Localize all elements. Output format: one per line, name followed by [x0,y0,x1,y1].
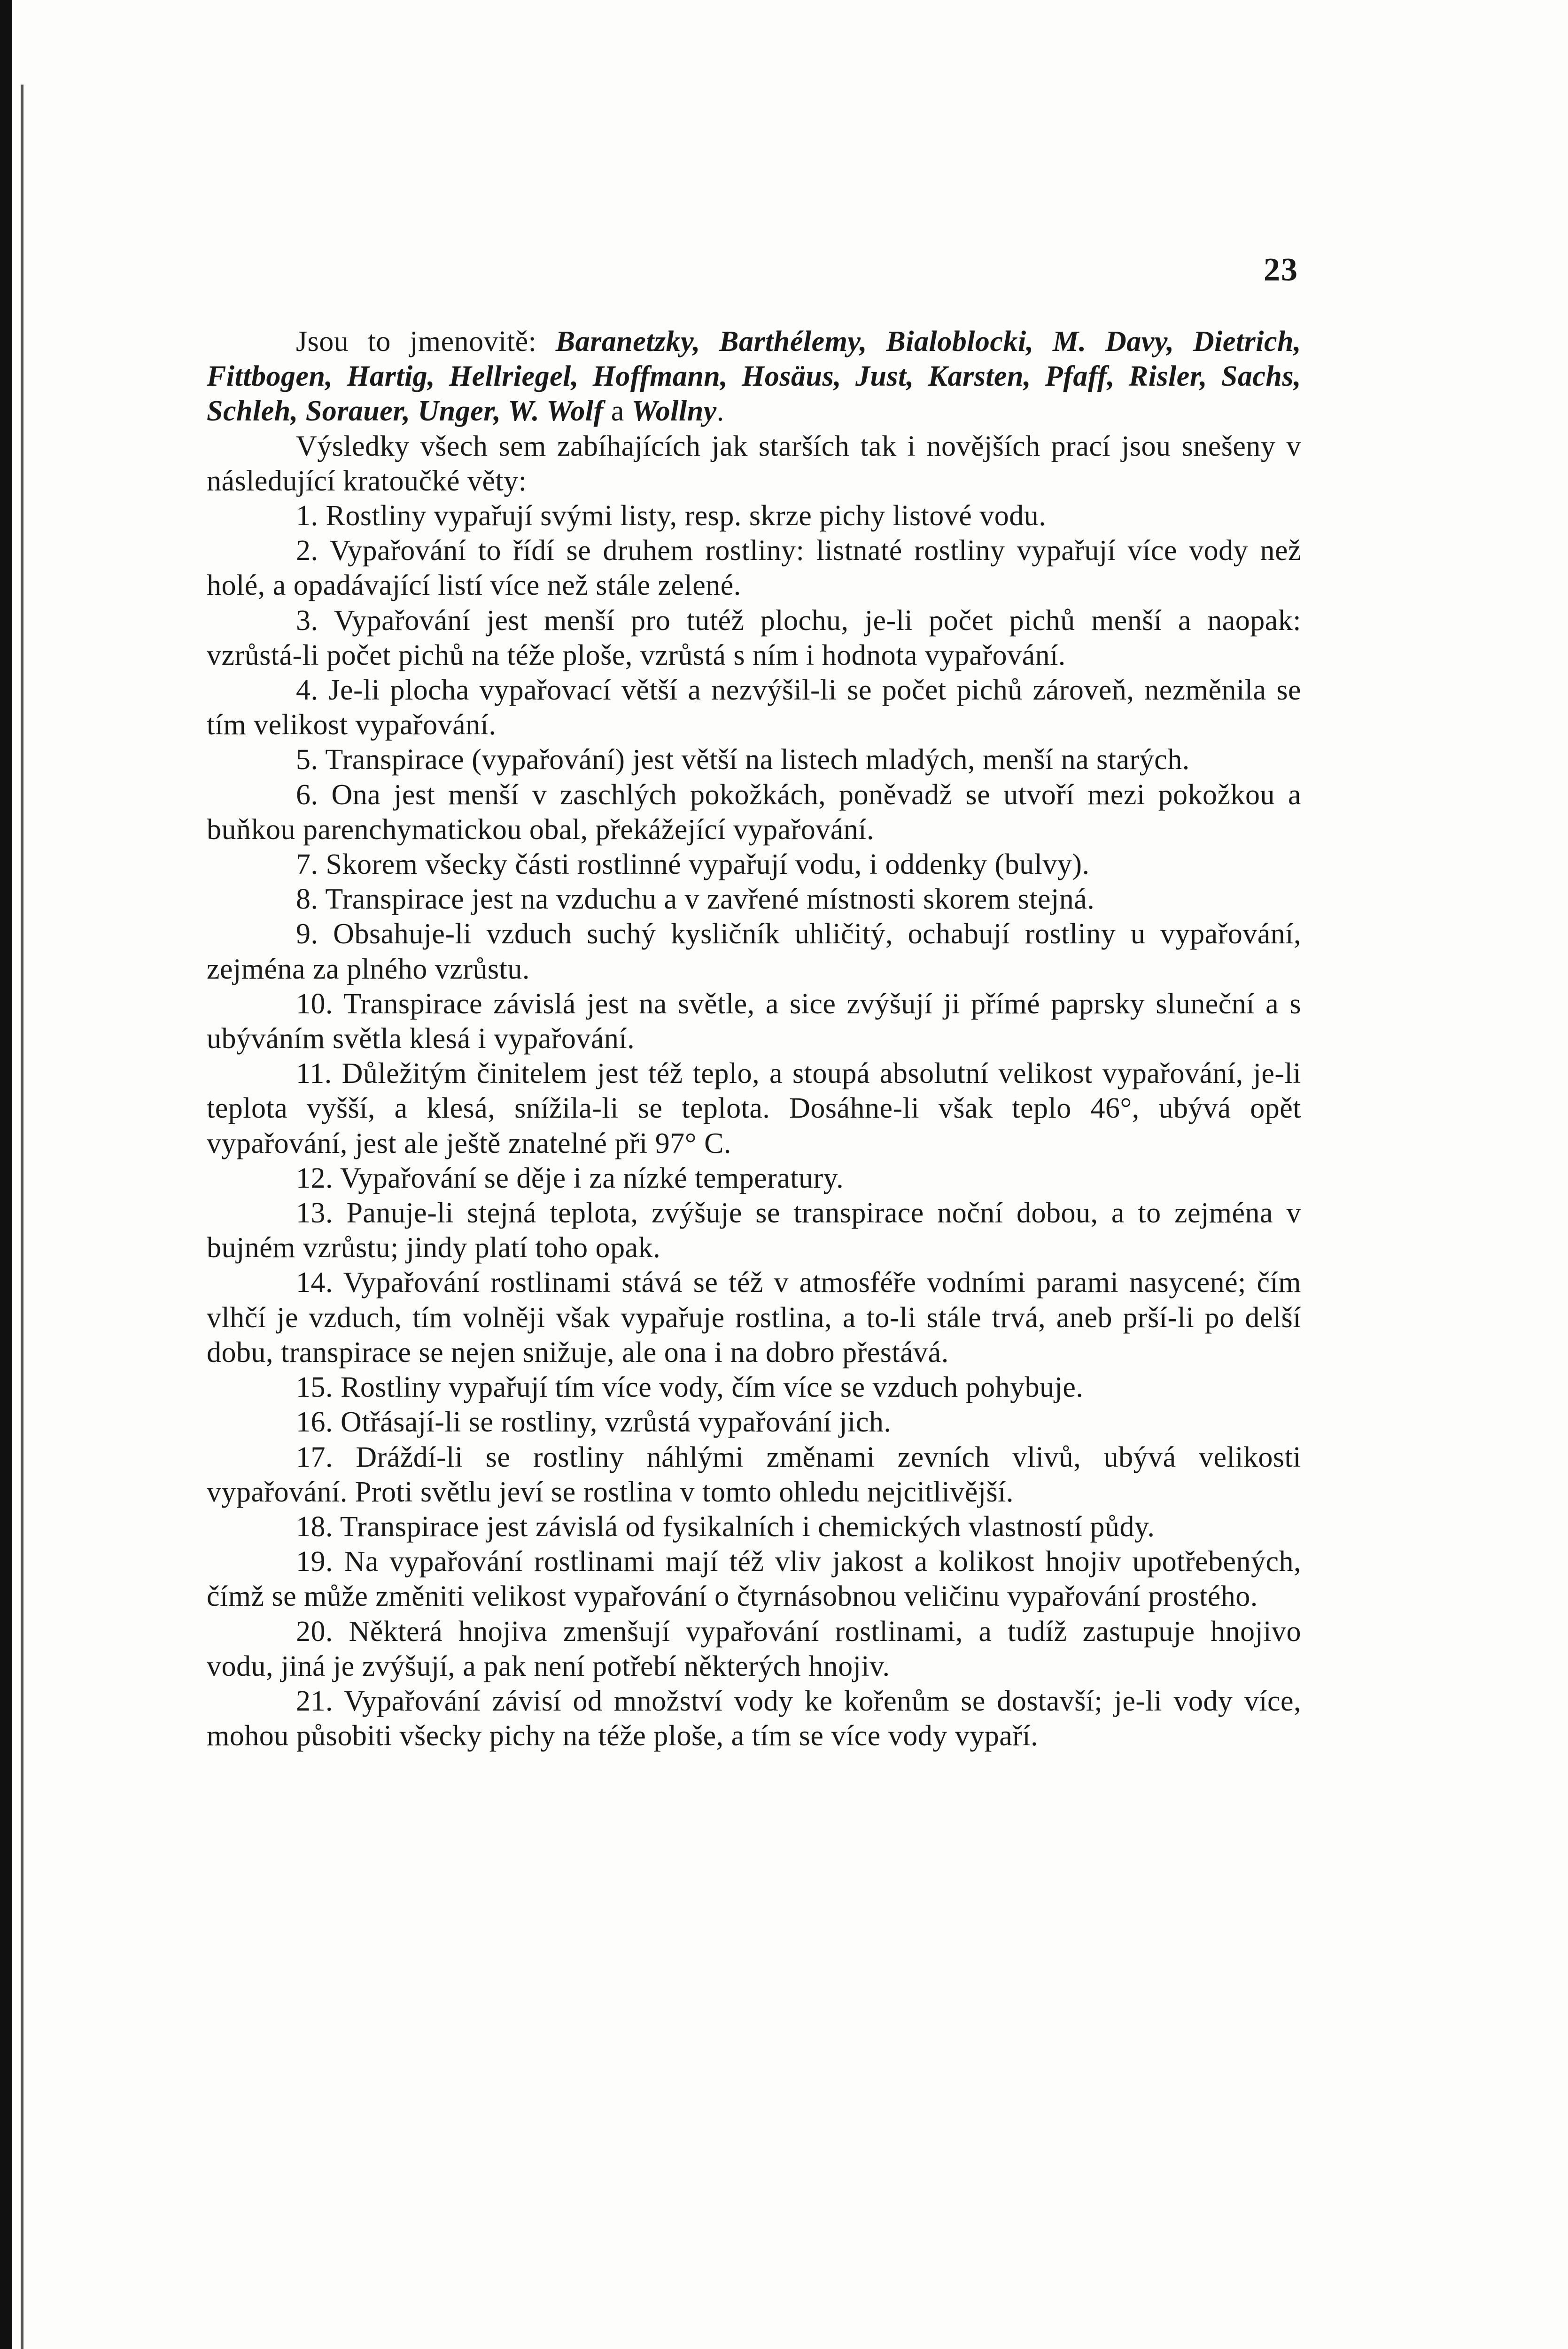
item-text: Vypařování to řídí se druhem rostliny: listnaté rostliny vypařují více vody než holé, a opadávající listí více než stále zelené. [207,535,1301,602]
item-text: Panuje-li stejná teplota, zvýšuje se transpirace noční dobou, a to zejména v bujném vzrůstu; jindy platí toho opak. [207,1197,1302,1264]
list-item [207,987,1301,1056]
item-text: Transpirace (vypařování) jest větší na listech mladých, menší na starých. [325,744,1190,776]
item-text: Rostliny vypařují svými listy, resp. skrze pichy listové vodu. [326,500,1047,532]
list-item [207,1196,1301,1265]
intro-connector: a [603,395,632,428]
item-number: 7. [296,848,318,881]
item-text: Rostliny vypařují tím více vody, čím více se vzduch pohybuje. [341,1371,1084,1404]
item-number: 15. [296,1371,333,1404]
list-item [207,1440,1301,1509]
item-text: Skorem všecky části rostlinné vypařují vodu, i oddenky (bulvy). [326,848,1090,881]
list-item [207,1405,1301,1439]
item-text: Vypařování rostlinami stává se též v atmosféře vodními parami nasycené; čím vlhčí je vzduch, tím volněji však vypařuje rostlina, a to-li stále trvá, aneb prší-li po delší dobu, transpirace se nejen snižuje, ale ona i na dobro přestává. [207,1267,1301,1369]
item-text: Vypařování jest menší pro tutéž plochu, je-li počet pichů menší a naopak: vzrůstá-li počet pichů na téže ploše, vzrůstá s ním i hodnota vypařování. [207,604,1301,671]
list-item [207,498,1301,533]
item-number: 13. [296,1197,333,1229]
item-text: Transpirace závislá jest na světle, a sice zvýšují ji přímé paprsky sluneční a s ubýváním světla klesá i vypařování. [207,988,1301,1055]
list-item [207,673,1301,742]
item-number: 9. [296,918,318,950]
list-item [207,1544,1301,1614]
item-number: 1. [296,500,318,532]
body-text [207,324,1301,1753]
item-number: 10. [296,988,333,1020]
item-number: 3. [296,604,318,637]
list-item [207,533,1301,603]
intro-lead: Jsou to jmenovitě: [296,326,556,358]
item-number: 17. [296,1441,333,1473]
item-number: 4. [296,674,318,707]
list-item [207,1370,1301,1405]
intro-end: . [716,395,724,428]
item-text: Dráždí-li se rostliny náhlými změnami zevních vlivů, ubývá velikosti vypařování. Proti světlu jeví se rostlina v tomto ohledu nejcitlivější. [207,1441,1302,1508]
intro-paragraph [207,324,1301,429]
list-item [207,742,1301,777]
page-number: 23 [1264,252,1298,288]
item-text: Obsahuje-li vzduch suchý kysličník uhličitý, ochabují rostliny u vypařování, zejména za plného vzrůstu. [207,918,1302,985]
item-number: 20. [296,1615,333,1648]
author-last-name: Wollny [631,395,717,428]
item-number: 14. [296,1267,333,1299]
item-text: Důležitým činitelem jest též teplo, a stoupá absolutní velikost vypařování, je-li teplota vyšší, a klesá, snížila-li se teplota. Dosáhne-li však teplo 46°, ubývá opět vypařování, jest ale ještě znatelné při 97° C. [207,1058,1302,1159]
list-item [207,1509,1301,1544]
item-text: Ona jest menší v zaschlých pokožkách, poněvadž se utvoří mezi pokožkou a buňkou parenchymatickou obal, překážející vypařování. [207,778,1302,846]
item-text: Vypařování závisí od množství vody ke kořenům se dostavší; je-li vody více, mohou působiti všecky pichy na téže ploše, a tím se více vody vypaří. [207,1685,1301,1752]
page-binding-line [21,85,23,2349]
list-item [207,1161,1301,1196]
item-number: 12. [296,1162,333,1194]
item-text: Je-li plocha vypařovací větší a nezvýšil-li se počet pichů zároveň, nezměnila se tím velikost vypařování. [207,674,1301,741]
item-number: 21. [296,1685,333,1717]
item-text: Transpirace jest závislá od fysikalních i chemických vlastností půdy. [340,1510,1155,1543]
list-item [207,1265,1301,1370]
item-text: Otřásají-li se rostliny, vzrůstá vypařování jich. [341,1406,892,1439]
list-item [207,847,1301,882]
list-item [207,603,1301,673]
list-item [207,1684,1301,1753]
item-number: 2. [296,535,318,567]
item-number: 5. [296,744,318,776]
page-binding-shadow [0,0,12,2349]
item-number: 16. [296,1406,333,1439]
list-item [207,917,1301,986]
list-item [207,1056,1301,1161]
list-item [207,778,1301,847]
item-number: 11. [296,1058,332,1090]
item-number: 18. [296,1510,333,1543]
item-text: Transpirace jest na vzduchu a v zavřené místnosti skorem stejná. [325,883,1095,916]
item-text: Na vypařování rostlinami mají též vliv jakost a kolikost hnojiv upotřebených, čímž se může změniti velikost vypařování o čtyrnásobnou veličinu vypařování prostého. [207,1546,1301,1613]
item-text: Vypařování se děje i za nízké temperatury. [340,1162,844,1194]
author-names: Baranetzky, Barthélemy, Bialoblocki, M. Davy, Dietrich, Fittbogen, Hartig, Hellriegel, Hoffmann, Hosäus, Just, Karsten, Pfaff, Risler, Sachs, Schleh, Sorauer, Unger, W. Wolf [207,326,1301,428]
list-item [207,1614,1301,1684]
item-number: 19. [296,1546,333,1578]
summary-paragraph: Výsledky všech sem zabíhajících jak starších tak i novějších prací jsou snešeny v následující kratoučké věty: [207,430,1301,497]
item-number: 8. [296,883,318,916]
item-text: Některá hnojiva zmenšují vypařování rostlinami, a tudíž zastupuje hnojivo vodu, jiná je zvýšují, a pak není potřebí některých hnojiv. [207,1615,1302,1682]
list-item [207,882,1301,917]
item-number: 6. [296,778,318,811]
